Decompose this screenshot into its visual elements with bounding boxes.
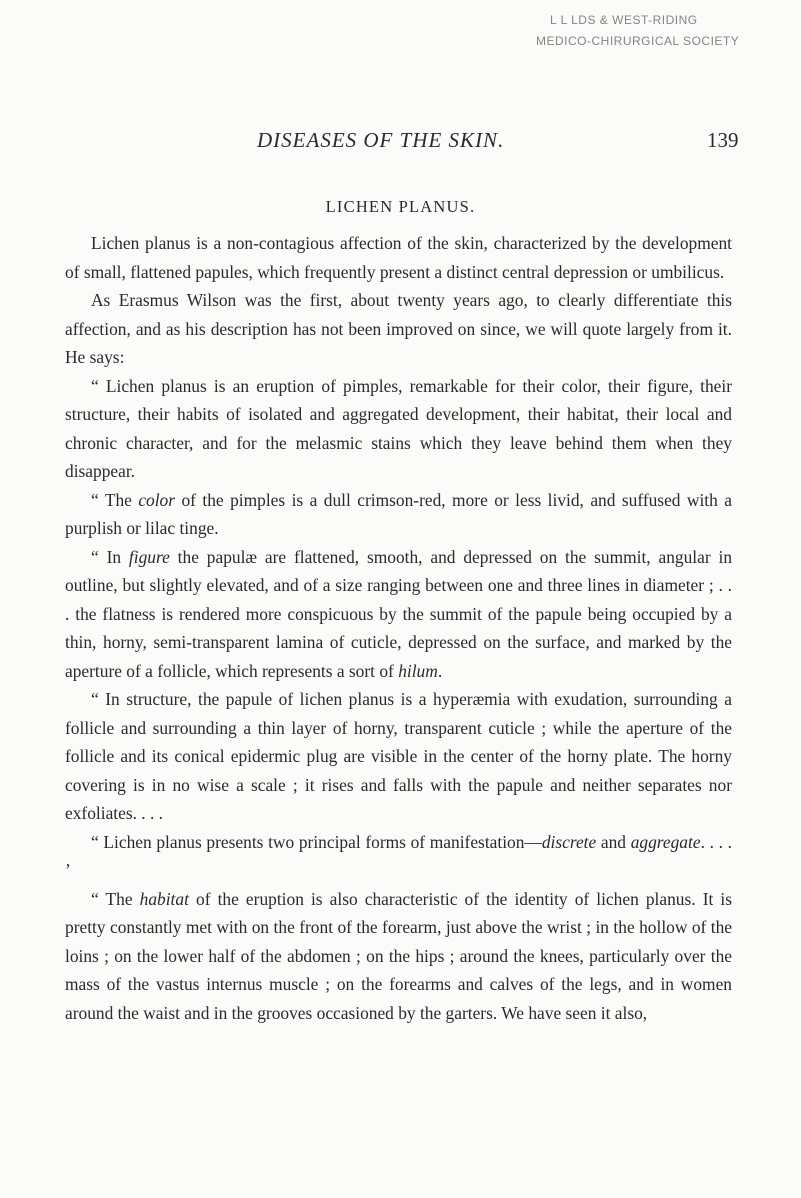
emphasis: figure [128, 546, 170, 567]
stamp-line-2: MEDICO-CHIRURGICAL SOCIETY [536, 34, 740, 48]
running-title: DISEASES OF THE SKIN. [257, 128, 505, 152]
section-title: LICHEN PLANUS. [325, 197, 476, 216]
paragraph: “ The habitat of the eruption is also characteristic of the identity of lichen planus. It is pretty constantly met with on the front of the forearm, just above the wrist ; in the hollow of the loins ; on the lower half of the abdomen ; on the hips ; around the knees, particularly over the mass of the vastus internus muscle ; on the forearms and calves of the legs, and in women around the waist and in the grooves occasioned by the garters. We have seen it also, [65, 888, 733, 1023]
paragraph: “ In structure, the papule of lichen planus is a hyperæmia with exudation, surrounding a follicle and surrounding a thin layer of horny, transparent cuticle ; while the aperture of the follicle and its conical epidermic plug are visible in the center of the horny plate. The horny covering is in no wise a scale ; it rises and falls with the papule and neither separates nor exfoliates. . . . [65, 689, 732, 823]
paragraph: As Erasmus Wilson was the first, about twenty years ago, to clearly differentiate this affection, and as his description has not been improved on since, we will quote largely from it. He says: [65, 290, 732, 367]
paragraph: “ Lichen planus presents two principal forms of manifestation—discrete and aggregate. . . . ’ [65, 831, 732, 880]
paragraph: Lichen planus is a non-contagious affection of the skin, characterized by the development of small, flattened papules, which frequently present a distinct central depression or umbilicus. [65, 233, 732, 282]
paragraph: “ The color of the pimples is a dull crimson-red, more or less livid, and suffused with a purplish or lilac tinge. [65, 489, 732, 538]
paragraph: “ Lichen planus is an eruption of pimples, remarkable for their color, their figure, their structure, their habits of isolated and aggregated development, their habitat, their local and chronic character, and for the melasmic stains which they leave behind them when they disappear. [65, 375, 732, 481]
emphasis: discrete [541, 831, 597, 852]
emphasis: color [138, 489, 176, 510]
emphasis: aggregate [630, 831, 701, 852]
library-stamp [536, 10, 786, 52]
page-header [0, 128, 801, 158]
emphasis: habitat [139, 888, 189, 909]
page-number: 139 [707, 128, 739, 152]
emphasis: hilum [398, 660, 438, 681]
body-text [65, 229, 732, 1027]
paragraph: “ In figure the papulæ are flattened, smooth, and depressed on the summit, angular in outline, but slightly elevated, and of a size ranging between one and three lines in diameter ; . . . the flatness is rendered more conspicuous by the summit of the papule being occupied by a thin, horny, semi-transparent lamina of cuticle, depressed on the surface, and marked by the aperture of a follicle, which represents a sort of hilum. [65, 546, 733, 681]
stamp-line-1: L L LDS & WEST-RIDING [550, 13, 698, 27]
